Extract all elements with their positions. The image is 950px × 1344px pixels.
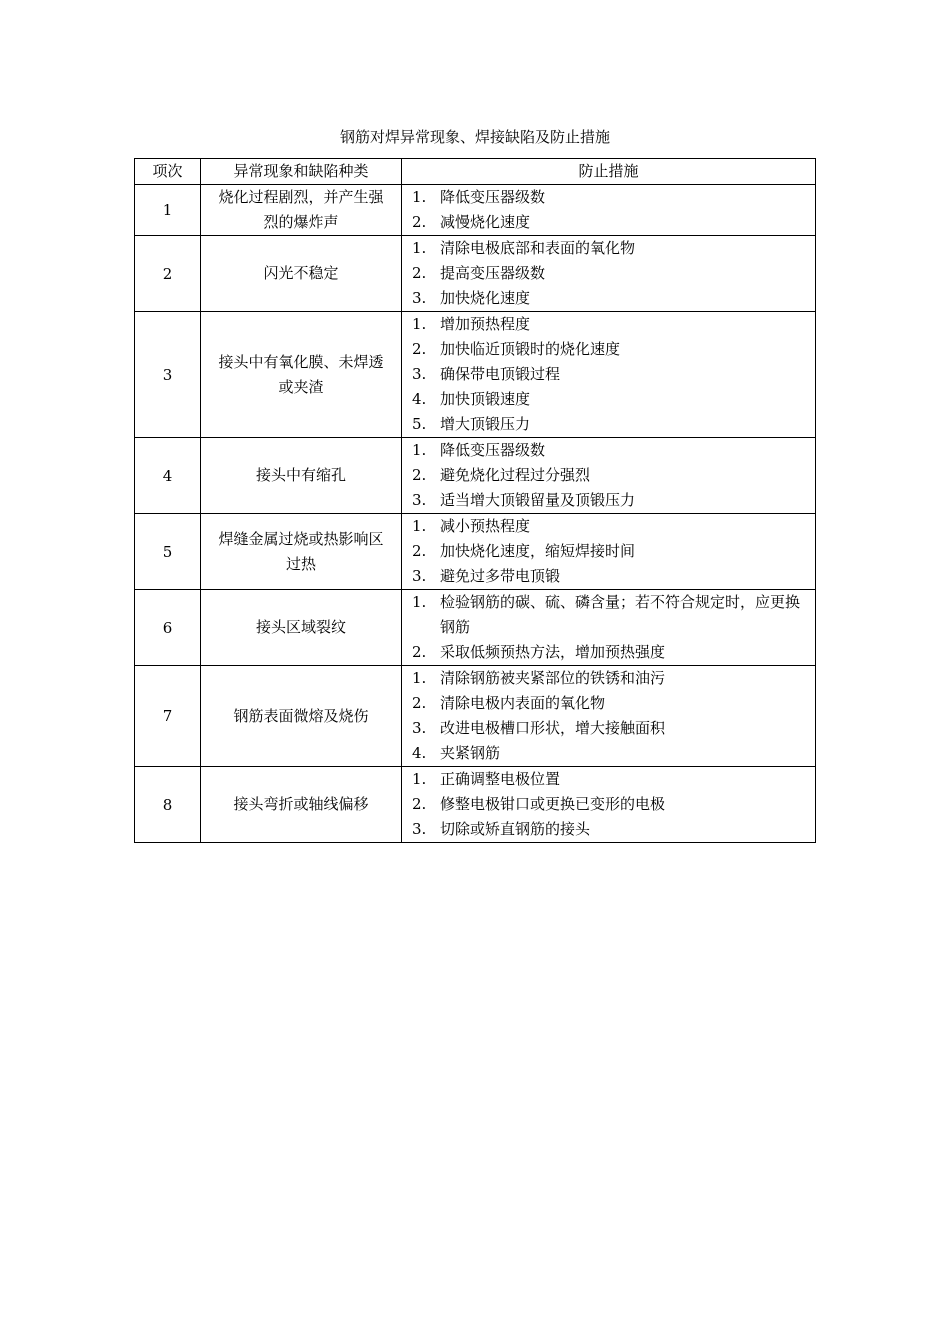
measure-item	[412, 514, 809, 539]
measure-text: 加快烧化速度，缩短焊接时间	[440, 542, 636, 560]
measure-item	[412, 286, 809, 311]
measure-number: 5.	[412, 415, 427, 433]
table-row	[135, 590, 816, 666]
row-number: 8	[135, 767, 201, 843]
measure-item	[412, 691, 809, 716]
measure-number: 3.	[412, 719, 427, 737]
row-issue: 闪光不稳定	[201, 236, 402, 312]
measure-number: 1.	[412, 593, 427, 611]
measure-number: 3.	[412, 567, 427, 585]
measure-number: 1.	[412, 239, 427, 257]
measures-list	[412, 514, 809, 589]
row-measures	[402, 438, 816, 514]
measure-item	[412, 261, 809, 286]
header-issue: 异常现象和缺陷种类	[201, 159, 402, 185]
measure-number: 2.	[412, 340, 427, 358]
measure-number: 2.	[412, 795, 427, 813]
measure-item	[412, 590, 809, 640]
row-issue: 接头中有缩孔	[201, 438, 402, 514]
measure-item	[412, 817, 809, 842]
measure-number: 2.	[412, 264, 427, 282]
measure-number: 1.	[412, 770, 427, 788]
measure-text: 夹紧钢筋	[440, 744, 501, 762]
row-issue: 钢筋表面微熔及烧伤	[201, 666, 402, 767]
measure-text: 确保带电顶锻过程	[440, 365, 561, 383]
measure-item	[412, 312, 809, 337]
row-issue: 接头区域裂纹	[201, 590, 402, 666]
measure-text: 修整电极钳口或更换已变形的电极	[440, 795, 666, 813]
measure-text: 清除电极内表面的氧化物	[440, 694, 606, 712]
measure-number: 2.	[412, 694, 427, 712]
measure-item	[412, 210, 809, 235]
table-row	[135, 666, 816, 767]
measure-text: 切除或矫直钢筋的接头	[440, 820, 591, 838]
measure-number: 1.	[412, 517, 427, 535]
measure-text: 清除电极底部和表面的氧化物	[440, 239, 636, 257]
measures-list	[412, 236, 809, 311]
row-number: 6	[135, 590, 201, 666]
measure-number: 2.	[412, 466, 427, 484]
measure-number: 3.	[412, 289, 427, 307]
measure-number: 1.	[412, 441, 427, 459]
row-measures	[402, 590, 816, 666]
measure-item	[412, 564, 809, 589]
measure-number: 4.	[412, 744, 427, 762]
row-number: 3	[135, 312, 201, 438]
measure-number: 4.	[412, 390, 427, 408]
measure-text: 改进电极槽口形状，增大接触面积	[440, 719, 666, 737]
measure-number: 3.	[412, 820, 427, 838]
measure-item	[412, 412, 809, 437]
measure-item	[412, 185, 809, 210]
measure-item	[412, 716, 809, 741]
measure-text: 正确调整电极位置	[440, 770, 561, 788]
measure-text: 适当增大顶锻留量及顶锻压力	[440, 491, 636, 509]
measure-number: 1.	[412, 315, 427, 333]
table-row	[135, 312, 816, 438]
measure-text: 减慢烧化速度	[440, 213, 531, 231]
row-number: 5	[135, 514, 201, 590]
measure-number: 1.	[412, 188, 427, 206]
row-measures	[402, 666, 816, 767]
header-measures: 防止措施	[402, 159, 816, 185]
measure-text: 增大顶锻压力	[440, 415, 531, 433]
measure-item	[412, 539, 809, 564]
measure-item	[412, 387, 809, 412]
table-body	[135, 185, 816, 843]
table-header-row	[135, 159, 816, 185]
row-measures	[402, 514, 816, 590]
row-issue: 接头弯折或轴线偏移	[201, 767, 402, 843]
measure-item	[412, 792, 809, 817]
document-title: 钢筋对焊异常现象、焊接缺陷及防止措施	[339, 128, 610, 146]
measures-list	[412, 438, 809, 513]
row-issue: 焊缝金属过烧或热影响区过热	[201, 514, 402, 590]
measure-text: 降低变压器级数	[440, 188, 546, 206]
measure-text: 加快烧化速度	[440, 289, 531, 307]
table-row	[135, 236, 816, 312]
measure-text: 加快临近顶锻时的烧化速度	[440, 340, 621, 358]
measure-number: 1.	[412, 669, 427, 687]
measure-text: 增加预热程度	[440, 315, 531, 333]
measure-item	[412, 236, 809, 261]
measure-text: 清除钢筋被夹紧部位的铁锈和油污	[440, 669, 666, 687]
measure-text: 提高变压器级数	[440, 264, 546, 282]
row-measures	[402, 312, 816, 438]
measure-item	[412, 640, 809, 665]
measure-number: 3.	[412, 491, 427, 509]
header-num: 项次	[135, 159, 201, 185]
measure-item	[412, 767, 809, 792]
measure-number: 2.	[412, 213, 427, 231]
measures-list	[412, 312, 809, 437]
measure-item	[412, 337, 809, 362]
row-issue: 烧化过程剧烈，并产生强烈的爆炸声	[201, 185, 402, 236]
measures-list	[412, 666, 809, 766]
row-measures	[402, 185, 816, 236]
row-number: 4	[135, 438, 201, 514]
measure-item	[412, 488, 809, 513]
measure-number: 2.	[412, 643, 427, 661]
table-row	[135, 514, 816, 590]
measure-text: 避免烧化过程过分强烈	[440, 466, 591, 484]
measure-item	[412, 666, 809, 691]
measure-item	[412, 463, 809, 488]
measure-number: 3.	[412, 365, 427, 383]
row-measures	[402, 236, 816, 312]
measure-text: 降低变压器级数	[440, 441, 546, 459]
defects-table	[134, 158, 816, 843]
measure-item	[412, 362, 809, 387]
table-row	[135, 185, 816, 236]
measure-text: 避免过多带电顶锻	[440, 567, 561, 585]
measure-item	[412, 438, 809, 463]
row-number: 1	[135, 185, 201, 236]
row-number: 2	[135, 236, 201, 312]
table-row	[135, 438, 816, 514]
measure-number: 2.	[412, 542, 427, 560]
measure-text: 加快顶锻速度	[440, 390, 531, 408]
measure-text: 采取低频预热方法，增加预热强度	[440, 643, 666, 661]
measure-item	[412, 741, 809, 766]
row-measures	[402, 767, 816, 843]
table-row	[135, 767, 816, 843]
measure-text: 检验钢筋的碳、硫、磷含量；若不符合规定时，应更换钢筋	[440, 593, 801, 636]
row-issue: 接头中有氧化膜、未焊透或夹渣	[201, 312, 402, 438]
row-number: 7	[135, 666, 201, 767]
measures-list	[412, 767, 809, 842]
measure-text: 减小预热程度	[440, 517, 531, 535]
measures-list	[412, 590, 809, 665]
measures-list	[412, 185, 809, 235]
